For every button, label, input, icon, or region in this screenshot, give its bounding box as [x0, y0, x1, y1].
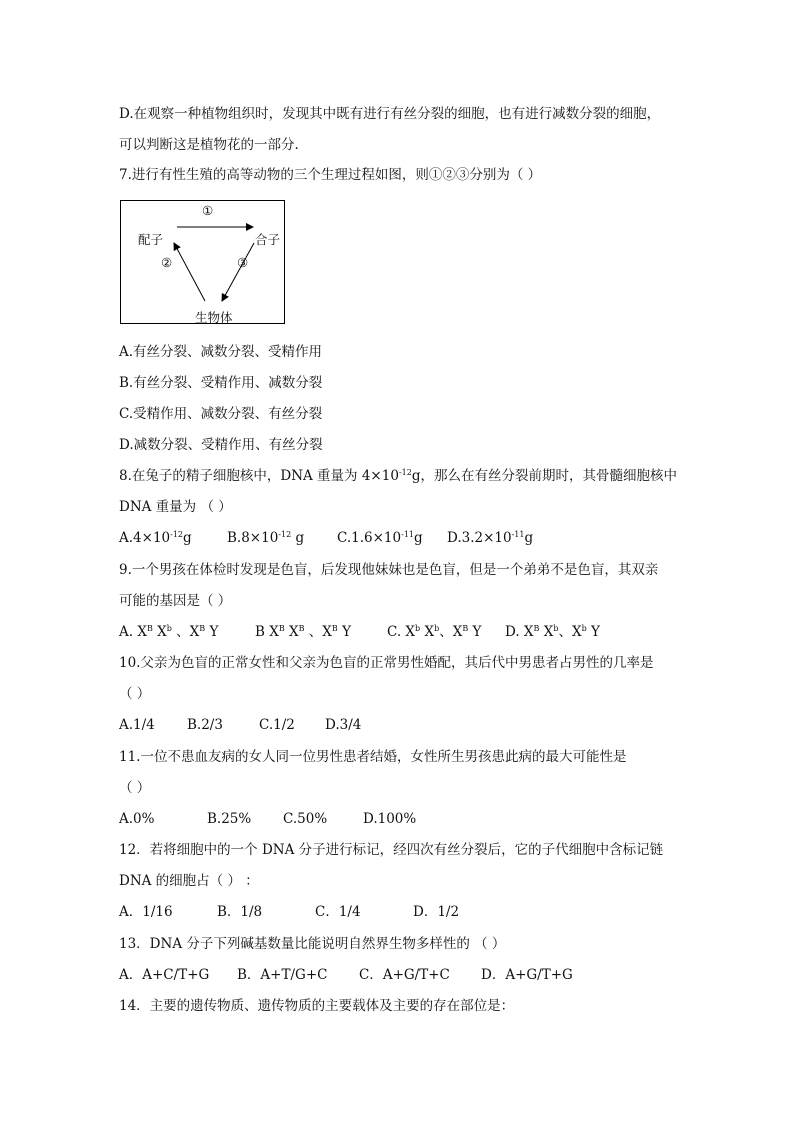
q12-option-c: C．1/4 — [315, 904, 361, 920]
q10-options — [119, 716, 361, 734]
q8-stem-line1: 8.在兔子的精子细胞核中，DNA 重量为 $4\times 10^{-12}g$，那么在有丝分裂前期时，其骨髓细胞核中 — [119, 468, 677, 484]
q13-stem: 13．DNA 分子下列碱基数量比能说明自然界生物多样性的 （ ） — [119, 936, 506, 952]
label-zygote: 合子 — [255, 232, 281, 247]
marker-3: ③ — [237, 255, 249, 270]
q8-option-a: $A.4\times 10^{-12}g$ — [119, 530, 192, 546]
q9-option-b: B $X^B$ $X^B$ 、$X^B$ Y — [255, 624, 352, 640]
q14-stem: 14．主要的遗传物质、遗传物质的主要载体及主要的存在部位是： — [119, 998, 515, 1014]
q13-option-a: A．A+C/T+G — [119, 967, 210, 983]
q13-option-b: B．A+T/G+C — [237, 967, 328, 983]
q9-stem-line2: 可能的基因是（ ） — [119, 593, 232, 609]
q12-option-d: D．1/2 — [413, 904, 460, 920]
q13-option-d: D．A+G/T+G — [481, 967, 573, 983]
q10-stem-line1: 10.父亲为色盲的正常女性和父亲为色盲的正常男性婚配，其后代中男患者占男性的几率是 — [119, 655, 654, 671]
q11-stem-line2: （ ） — [119, 780, 151, 796]
q12-option-b: B．1/8 — [217, 904, 263, 920]
q10-stem-line2: （ ） — [119, 686, 151, 702]
q11-option-a: A.0% — [119, 811, 155, 827]
label-organism: 生物体 — [195, 310, 233, 325]
q13-option-c: C．A+G/T+C — [359, 967, 450, 983]
q8-stem-a: 8.在兔子的精子细胞核中，DNA 重量为 4×10 — [119, 468, 399, 484]
q7-option-b: B.有丝分裂、受精作用、减数分裂 — [119, 375, 323, 391]
q7-stem: 7.进行有性生殖的高等动物的三个生理过程如图，则①②③分别为（ ） — [119, 167, 542, 183]
q8-option-b: $B.8\times 10^{-12}$ g — [227, 530, 305, 546]
marker-2: ② — [161, 255, 173, 270]
q7-option-a: A.有丝分裂、减数分裂、受精作用 — [119, 344, 323, 360]
q12-options — [119, 903, 459, 921]
q11-option-b: B.25% — [207, 811, 252, 827]
q12-stem-line2: DNA 的细胞占（ ） ： — [119, 873, 259, 889]
q10-option-c: C.1/2 — [259, 717, 295, 733]
q8-stem-line2: DNA 重量为 （ ） — [119, 499, 232, 515]
q6-option-d-line2: 可以判断这是植物花的一部分. — [119, 137, 299, 153]
q9-option-c: C. $X^b$ $X^b$、$X^B$ Y — [387, 624, 482, 640]
q7-option-c: C.受精作用、减数分裂、有丝分裂 — [119, 406, 323, 422]
q8-option-d: $D.3.2\times 10^{-11}g$ — [447, 530, 534, 546]
cycle-arrows — [121, 201, 286, 325]
q12-stem-line1: 12．若将细胞中的一个 DNA 分子进行标记，经四次有丝分裂后，它的子代细胞中含标记链 — [119, 842, 664, 858]
q11-option-d: D.100% — [363, 811, 417, 827]
q7-option-d: D.减数分裂、受精作用、有丝分裂 — [119, 437, 323, 453]
q6-option-d-line1: D.在观察一种植物组织时，发现其中既有进行有丝分裂的细胞，也有进行减数分裂的细胞， — [119, 106, 661, 122]
arrow-3 — [222, 243, 254, 301]
q13-options — [119, 966, 573, 984]
q8-option-c: $C.1.6\times 10^{-11}g$ — [337, 530, 423, 546]
q11-stem-line1: 11.一位不患血友病的女人同一位男性患者结婚，女性所生男孩患此病的最大可能性是 — [119, 749, 627, 765]
q9-option-d: D. $X^B$ $X^b$、$X^b$ Y — [505, 624, 600, 640]
reproduction-cycle-diagram — [120, 200, 285, 324]
q9-options — [119, 623, 600, 641]
q11-option-c: C.50% — [283, 811, 328, 827]
label-gamete: 配子 — [138, 232, 164, 247]
q8-options — [119, 529, 533, 547]
q10-option-d: D.3/4 — [325, 717, 362, 733]
arrow-2 — [174, 243, 205, 301]
q10-option-a: A.1/4 — [119, 717, 155, 733]
q9-option-a: A. $X^B$ $X^b$ 、$X^B$ Y — [119, 624, 219, 640]
q10-option-b: B.2/3 — [187, 717, 223, 733]
q11-options — [119, 810, 416, 828]
q9-stem-line1: 9.一个男孩在体检时发现是色盲，后发现他妹妹也是色盲，但是一个弟弟不是色盲，其双亲 — [119, 562, 659, 578]
q12-option-a: A．1/16 — [119, 904, 173, 920]
marker-1: ① — [202, 203, 214, 218]
